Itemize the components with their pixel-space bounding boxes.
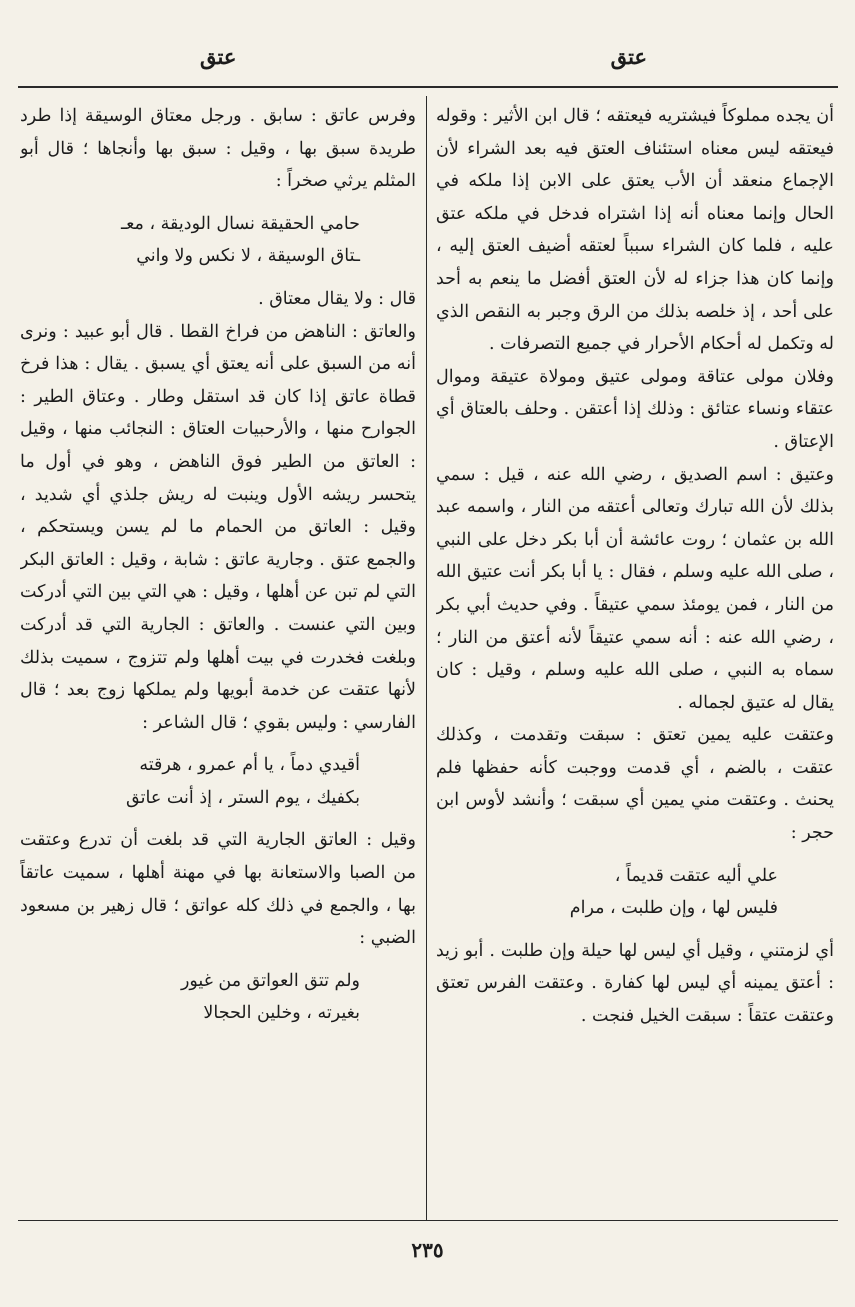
left-verse-1 bbox=[20, 208, 416, 273]
left-column bbox=[20, 100, 416, 1212]
verse-line: بكفيك ، يوم الستر ، إذ أنت عاتق bbox=[126, 787, 360, 808]
column-divider bbox=[426, 96, 427, 1221]
right-paragraph-2: وفلان مولى عتاقة ومولى عتيق ومولاة عتيقة وموال عتقاء ونساء عتائق : وذلك إذا أعتقن . وحلف بالعتاق أي الإعتاق . bbox=[436, 366, 834, 452]
right-column bbox=[436, 100, 834, 1212]
left-verse-2 bbox=[20, 749, 416, 814]
verse-line: أقيدي دماً ، يا أم عمرو ، هرقته bbox=[139, 755, 360, 776]
right-paragraph-1: أن يجده مملوكاً فيشتريه فيعتقه ؛ قال ابن الأثير : وقوله فيعتقه ليس معناه استئناف العتق فيه بعد الشراء لأن الإجماع منعقد أن الأب يعتق على الابن إذا ملكه في الحال وإنما معناه أنه إذا اشتراه فدخل في ملكه عتق عليه ، فلما كان الشراء سبباً لعتقه أضيف العتق إليه ، وإنما كان هذا جزاء له لأن العتق أفضل ما ينعم به أحد على أحد ، إذ خلصه بذلك من الرق وجبر به النقص الذي له وتكمل له أحكام الأحرار في جميع التصرفات . bbox=[436, 106, 834, 355]
right-paragraph-5: أي لزمتني ، وقيل أي ليس لها حيلة وإن طلبت . أبو زيد : أعتق يمينه أي ليس لها كفارة . وعتقت الفرس تعتق وعتقت عتقاً : سبقت الخيل فنجت . bbox=[436, 940, 834, 1027]
left-paragraph-3: والعاتق : الناهض من فراخ القطا . قال أبو عبيد : ونرى أنه من السبق على أنه يعتق أي يسبق . يقال : هذا فرخ قطاة عاتق إذا كان قد استقل وطار . وعتاق الطير : الجوارح منها ، والأرحبيات العتاق : النجائب منها ، وقيل : العاتق من الطير فوق الناهض ، وهو في أول ما يتحسر ريشه الأول وينبت له ريش جلذي أي شديد ، وقيل : العاتق من الحمام ما لم يسن ويستحكم ، والجمع عتق . وجارية عاتق : شابة ، وقيل : العاتق البكر التي لم تبن عن أهلها ، وقيل : هي التي بين التي أدركت وبين التي عنست . والعاتق : الجارية التي قد أدركت وبلغت فخدرت في بيت أهلها ولم تتزوج ، سميت بذلك لأنها عتقت عن خدمة أبويها ولم يملكها زوج بعد ؛ قال الفارسي : وليس بقوي ؛ قال الشاعر : bbox=[20, 321, 416, 733]
left-headword: عتق bbox=[200, 44, 237, 69]
verse-line: علي أليه عتقت قديماً ، bbox=[614, 865, 778, 886]
verse-line: فليس لها ، وإن طلبت ، مرام bbox=[569, 898, 778, 919]
left-verse-3 bbox=[20, 965, 416, 1030]
verse-line: بغيرته ، وخلين الحجالا bbox=[203, 1003, 360, 1024]
right-paragraph-3: وعتيق : اسم الصديق ، رضي الله عنه ، قيل : سمي بذلك لأن الله تبارك وتعالى أعتقه من النار ، واسمه عبد الله بن عثمان ؛ روت عائشة أن أبا بكر دخل على النبي ، صلى الله عليه وسلم ، فقال : يا أبا بكر أنت عتيق الله من النار ، فمن يومئذ سمي عتيقاً . وفي حديث أبي بكر ، رضي الله عنه : أنه سمي عتيقاً لأنه أعتق من النار ؛ سماه به النبي ، صلى الله عليه وسلم ، وقيل : كان يقال له عتيق لجماله . bbox=[436, 464, 834, 713]
verse-line: ولم تتق العواتق من غيور bbox=[180, 970, 360, 991]
right-paragraph-4: وعتقت عليه يمين تعتق : سبقت وتقدمت ، وكذلك عتقت ، بالضم ، أي قدمت ووجبت كأنه حفظها فلم يحنث . وعتقت مني يمين أي سبقت ؛ وأنشد لأوس ابن حجر : bbox=[436, 725, 834, 844]
verse-line: ـتاق الوسيقة ، لا نكس ولا واني bbox=[136, 246, 360, 267]
right-verse bbox=[436, 860, 834, 925]
left-paragraph-4: وقيل : العاتق الجارية التي قد بلغت أن تدرع وعتقت من الصبا والاستعانة بها في مهنة أهلها ، سميت عاتقاً بها ، والجمع في ذلك كله عواتق ؛ قال زهير بن مسعود الضبي : bbox=[20, 830, 416, 949]
footer-rule bbox=[18, 1220, 838, 1221]
right-headword: عتق bbox=[610, 44, 647, 69]
header-rule bbox=[18, 86, 838, 88]
page-number: ٢٣٥ bbox=[411, 1238, 444, 1262]
left-paragraph-1: وفرس عاتق : سابق . ورجل معتاق الوسيقة إذا طرد طريدة سبق بها ، وقيل : سبق بها وأنجاها ؛ قال أبو المثلم يرثي صخراً : bbox=[20, 106, 416, 192]
verse-line: حامي الحقيقة نسال الوديقة ، معـ bbox=[120, 213, 360, 234]
left-paragraph-2: قال : ولا يقال معتاق . bbox=[258, 288, 416, 309]
